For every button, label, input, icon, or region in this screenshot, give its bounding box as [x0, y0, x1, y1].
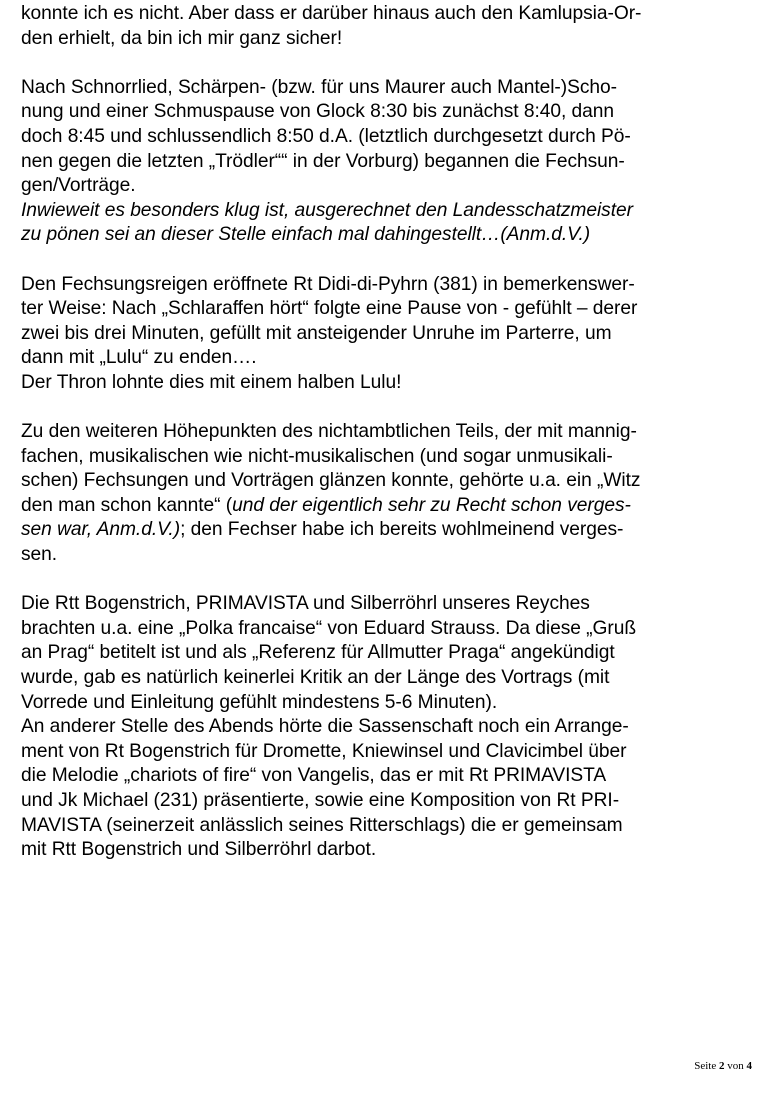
text-run: MAVISTA (seinerzeit anlässlich seines Ritterschlags) die er gemeinsam: [21, 814, 623, 836]
text-line: [21, 814, 749, 839]
text-line: [21, 27, 749, 52]
text-line: [21, 297, 749, 322]
text-run: die Melodie „chariots of fire“ von Vangelis, das er mit Rt PRIMAVISTA: [21, 765, 607, 787]
text-run: Vorrede und Einleitung gefühlt mindestens 5-6 Minuten).: [21, 691, 498, 713]
text-run: wurde, gab es natürlich keinerlei Kritik an der Länge des Vortrags (mit: [21, 667, 610, 689]
text-run: Die Rtt Bogenstrich, PRIMAVISTA und Silberröhrl unseres Reyches: [21, 593, 590, 615]
text-line: [21, 641, 749, 666]
text-line: [21, 322, 749, 347]
text-run: nen gegen die letzten „Trödler““ in der Vorburg) begannen die Fechsun-: [21, 150, 625, 172]
total-pages: 4: [746, 1060, 752, 1072]
text-run: den erhielt, da bin ich mir ganz sicher!: [21, 27, 343, 49]
paragraph: [21, 420, 749, 568]
text-line: [21, 666, 749, 691]
text-line: [21, 125, 749, 150]
text-line: [21, 469, 749, 494]
paragraph-gap: [21, 51, 749, 76]
text-run: nung und einer Schmuspause von Glock 8:30 bis zunächst 8:40, dann: [21, 101, 615, 123]
text-line: [21, 420, 749, 445]
text-run: sen.: [21, 544, 58, 566]
current-page: 2: [719, 1060, 725, 1072]
text-line: [21, 764, 749, 789]
text-run: mit Rtt Bogenstrich und Silberröhrl darbot.: [21, 839, 377, 861]
text-run: Der Thron lohnte dies mit einem halben Lulu!: [21, 371, 402, 393]
text-line: [21, 789, 749, 814]
paragraph: [21, 273, 749, 396]
text-run: gen/Vorträge.: [21, 175, 136, 197]
text-line: [21, 174, 749, 199]
text-line: [21, 223, 749, 248]
paragraph-gap: [21, 396, 749, 421]
italic-text: zu pönen sei an dieser Stelle einfach mal dahingestellt…(Anm.d.V.): [21, 224, 591, 246]
paragraph-gap: [21, 248, 749, 273]
text-line: [21, 346, 749, 371]
text-line: [21, 740, 749, 765]
text-line: [21, 691, 749, 716]
text-run: den man schon kannte“ (: [21, 494, 233, 516]
text-line: [21, 715, 749, 740]
text-run: Nach Schnorrlied, Schärpen- (bzw. für uns Maurer auch Mantel-)Scho-: [21, 76, 617, 98]
text-line: [21, 273, 749, 298]
text-run: ; den Fechser habe ich bereits wohlmeinend verges-: [180, 519, 624, 541]
text-line: [21, 445, 749, 470]
text-run: ter Weise: Nach „Schlaraffen hört“ folgte eine Pause von - gefühlt – derer: [21, 298, 638, 320]
text-run: und Jk Michael (231) präsentierte, sowie eine Komposition von Rt PRI-: [21, 790, 620, 811]
text-run: brachten u.a. eine „Polka francaise“ von Eduard Strauss. Da diese „Gruß: [21, 617, 637, 639]
text-line: [21, 592, 749, 617]
page-number: [694, 1060, 752, 1072]
paragraph-gap: [21, 568, 749, 593]
page-label: Seite: [694, 1060, 717, 1072]
text-run: Den Fechsungsreigen eröffnete Rt Didi-di-Pyhrn (381) in bemerkenswer-: [21, 273, 635, 295]
text-run: ment von Rt Bogenstrich für Dromette, Kniewinsel und Clavicimbel über: [21, 740, 627, 762]
text-run: an Prag“ betitelt ist und als „Referenz für Allmutter Praga“ angekündigt: [21, 642, 615, 664]
text-line: [21, 543, 749, 568]
text-line: [21, 518, 749, 543]
paragraph: [21, 2, 749, 51]
text-line: [21, 2, 749, 27]
paragraph: [21, 592, 749, 863]
text-line: [21, 371, 749, 396]
text-line: [21, 838, 749, 863]
text-run: Zu den weiteren Höhepunkten des nichtambtlichen Teils, der mit mannig-: [21, 421, 637, 443]
text-line: [21, 617, 749, 642]
text-run: zwei bis drei Minuten, gefüllt mit ansteigender Unruhe im Parterre, um: [21, 322, 612, 344]
page-separator: von: [727, 1060, 744, 1072]
paragraph: [21, 76, 749, 248]
italic-text: Inwieweit es besonders klug ist, ausgerechnet den Landesschatzmeister: [21, 199, 633, 221]
text-line: [21, 494, 749, 519]
text-run: doch 8:45 und schlussendlich 8:50 d.A. (letztlich durchgesetzt durch Pö-: [21, 125, 631, 147]
text-line: [21, 100, 749, 125]
text-run: An anderer Stelle des Abends hörte die Sassenschaft noch ein Arrange-: [21, 716, 629, 738]
text-run: schen) Fechsungen und Vorträgen glänzen konnte, gehörte u.a. ein „Witz: [21, 470, 641, 492]
text-run: fachen, musikalischen wie nicht-musikalischen (und sogar unmusikali-: [21, 445, 613, 467]
text-line: [21, 199, 749, 224]
text-line: [21, 150, 749, 175]
text-run: dann mit „Lulu“ zu enden….: [21, 347, 257, 369]
italic-text: sen war, Anm.d.V.): [21, 519, 181, 541]
document-body: [21, 2, 749, 863]
text-line: [21, 76, 749, 101]
text-run: konnte ich es nicht. Aber dass er darüber hinaus auch den Kamlupsia-Or-: [21, 3, 642, 24]
italic-text: und der eigentlich sehr zu Recht schon verges-: [232, 494, 631, 516]
